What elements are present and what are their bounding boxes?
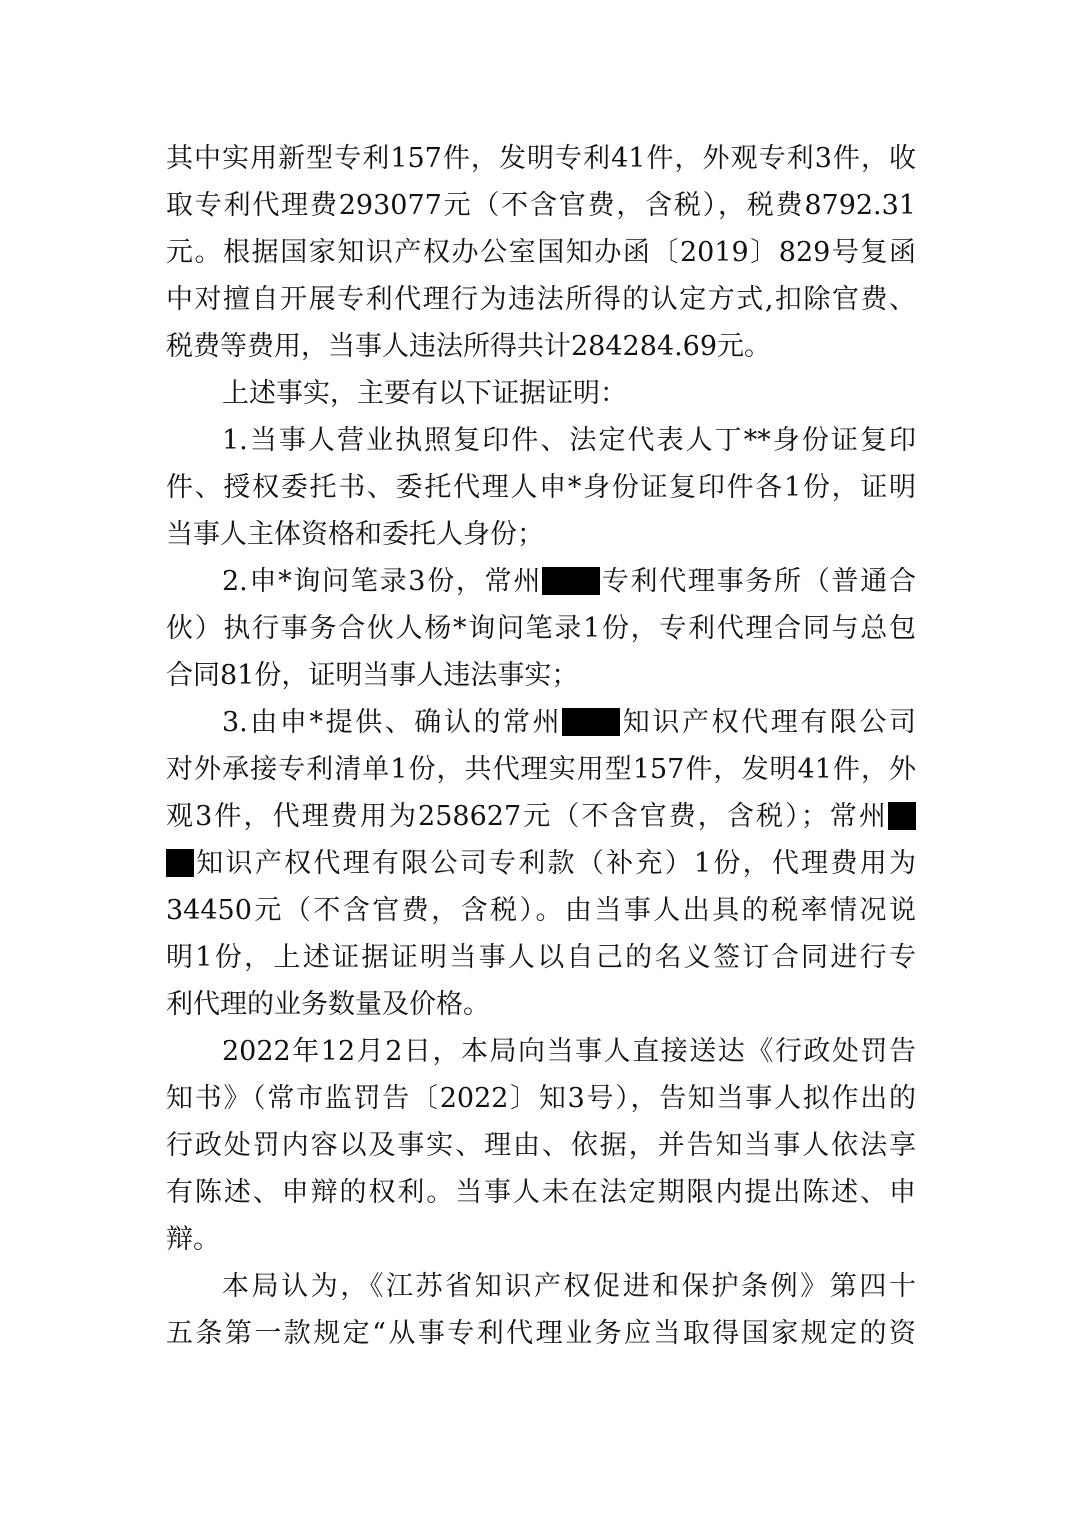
text-line bbox=[166, 699, 916, 746]
text-line: 其中实用新型专利157件，发明专利41件，外观专利3件，收 bbox=[166, 143, 916, 174]
text-segment: 专利代理事务所（普通合 bbox=[600, 566, 916, 597]
text-line: 中对擅自开展专利代理行为违法所得的认定方式,扣除官费、 bbox=[166, 284, 916, 315]
text-segment: 知识产权代理有限公司 bbox=[620, 707, 917, 738]
text-line: 本局认为，《江苏省知识产权促进和保护条例》第四十 bbox=[222, 1271, 916, 1302]
text-line: 对外承接专利清单1份，共代理实用型157件，发明41件，外 bbox=[166, 754, 916, 785]
text-segment: 观3件，代理费用为258627元（不含官费，含税）；常州 bbox=[166, 801, 888, 832]
text-segment: 知识产权代理有限公司专利款（补充）1份，代理费用为 bbox=[194, 848, 916, 879]
text-line bbox=[166, 558, 916, 605]
text-line: 利代理的业务数量及价格。 bbox=[166, 989, 490, 1020]
text-line: 辩。 bbox=[166, 1224, 220, 1255]
text-line: 上述事实，主要有以下证据证明： bbox=[222, 378, 627, 409]
text-line: 五条第一款规定“从事专利代理业务应当取得国家规定的资 bbox=[166, 1318, 916, 1349]
text-line: 元。根据国家知识产权办公室国知办函〔2019〕829号复函 bbox=[166, 237, 916, 268]
text-line: 件、授权委托书、委托代理人申*身份证复印件各1份，证明 bbox=[166, 472, 916, 503]
text-line: 合同81份，证明当事人违法事实； bbox=[166, 660, 579, 691]
redaction-box bbox=[166, 849, 194, 877]
redaction-box bbox=[562, 708, 620, 736]
redaction-box bbox=[542, 567, 600, 595]
text-line bbox=[166, 793, 916, 840]
text-segment: 3.由申*提供、确认的常州 bbox=[222, 707, 563, 738]
text-line: 伙）执行事务合伙人杨*询问笔录1份，专利代理合同与总包 bbox=[166, 613, 916, 644]
text-line: 行政处罚内容以及事实、理由、依据，并告知当事人依法享 bbox=[166, 1130, 916, 1161]
text-line: 有陈述、申辩的权利。当事人未在法定期限内提出陈述、申 bbox=[166, 1177, 916, 1208]
redaction-box bbox=[888, 802, 916, 830]
text-line: 1.当事人营业执照复印件、法定代表人丁**身份证复印 bbox=[222, 425, 916, 456]
text-line: 取专利代理费293077元（不含官费，含税），税费8792.31 bbox=[166, 190, 916, 221]
text-segment: 2.申*询问笔录3份，常州 bbox=[222, 566, 543, 597]
document-body bbox=[166, 135, 916, 1357]
text-line bbox=[166, 840, 916, 887]
text-line: 34450元（不含官费，含税）。由当事人出具的税率情况说 bbox=[166, 895, 916, 926]
text-line: 税费等费用，当事人违法所得共计284284.69元。 bbox=[166, 331, 772, 362]
text-line: 2022年12月2日，本局向当事人直接送达《行政处罚告 bbox=[222, 1036, 916, 1067]
text-line: 当事人主体资格和委托人身份； bbox=[166, 519, 544, 550]
text-line: 知书》（常市监罚告〔2022〕知3号），告知当事人拟作出的 bbox=[166, 1083, 916, 1114]
text-line: 明1份，上述证据证明当事人以自己的名义签订合同进行专 bbox=[166, 942, 916, 973]
